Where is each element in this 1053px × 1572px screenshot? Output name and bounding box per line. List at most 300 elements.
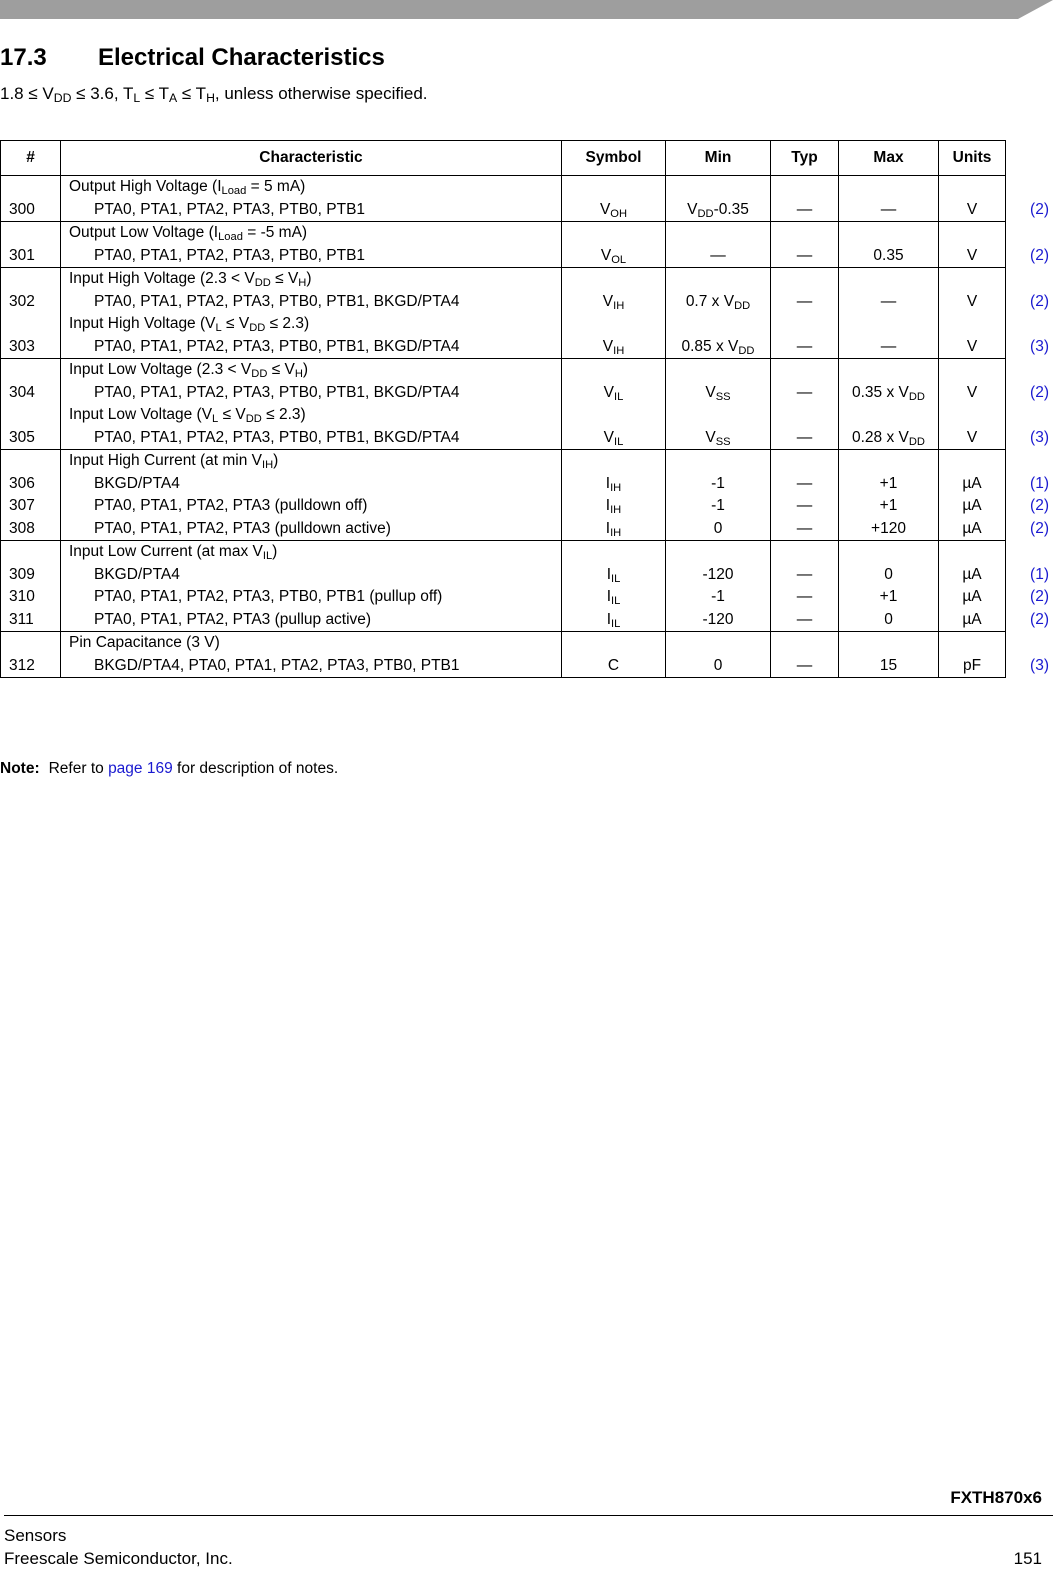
text-segment: —	[796, 497, 813, 514]
units-cell	[939, 222, 1006, 268]
text-segment: PTA0, PTA1, PTA2, PTA3 (pullup active)	[94, 610, 372, 628]
text-segment: 302	[9, 292, 35, 310]
row-number-cell	[1, 176, 61, 222]
text-segment: V	[966, 383, 978, 401]
text-segment: Input High Voltage (V	[69, 315, 216, 332]
footnote-link[interactable]: (3)	[1030, 428, 1049, 446]
subscript-text: IL	[611, 595, 621, 608]
text-segment: V	[600, 246, 612, 264]
min-value-line	[666, 518, 770, 541]
symbol-line	[562, 632, 665, 655]
units-line	[939, 609, 1005, 632]
max-value-line	[839, 359, 938, 382]
min-value-line	[666, 473, 770, 496]
subscript-text: DD	[908, 390, 925, 403]
row-number-line	[1, 609, 60, 632]
text-segment: BKGD/PTA4	[94, 565, 180, 583]
footer-category: Sensors	[4, 1526, 67, 1545]
symbol-line	[562, 586, 665, 609]
text-segment: +1	[879, 497, 898, 514]
text-segment: = 5 mA)	[246, 178, 306, 195]
max-value-line	[839, 495, 938, 518]
text-segment: —	[796, 292, 813, 310]
symbol-line	[562, 518, 665, 541]
typ-value-line	[771, 427, 838, 450]
characteristic-line	[61, 586, 561, 609]
units-line	[939, 245, 1005, 268]
symbol-cell	[562, 176, 666, 222]
footnote-link[interactable]: (1)	[1030, 474, 1049, 492]
characteristic-line	[61, 495, 561, 518]
text-segment: PTA0, PTA1, PTA2, PTA3, PTB0, PTB1 (pullup off)	[94, 588, 443, 605]
text-segment: —	[796, 337, 813, 355]
typ-value-line	[771, 336, 838, 359]
text-segment: ≤ 2.3)	[261, 406, 306, 423]
symbol-cell	[562, 632, 666, 678]
typ-value-line	[771, 245, 838, 268]
typ-value-line	[771, 473, 838, 496]
typ-value-cell	[771, 359, 839, 450]
text-segment: I	[606, 610, 611, 628]
typ-value-line	[771, 291, 838, 314]
symbol-line	[562, 382, 665, 405]
characteristic-line	[61, 336, 561, 359]
row-number-line	[1, 245, 60, 268]
symbol-line	[562, 564, 665, 587]
characteristic-line	[61, 632, 561, 655]
subscript-text: DD	[249, 322, 266, 335]
text-segment: V	[705, 428, 716, 446]
subscript-text: IL	[614, 390, 624, 403]
max-value-line	[839, 450, 938, 473]
text-segment: Output High Voltage (I	[69, 178, 222, 195]
typ-value-line	[771, 404, 838, 427]
text-segment: I	[605, 497, 611, 514]
symbol-line	[562, 222, 665, 245]
units-line	[939, 586, 1005, 609]
table-row	[1, 176, 1006, 222]
characteristic-line	[61, 382, 561, 405]
section-heading	[0, 44, 385, 72]
text-segment: )	[272, 543, 278, 560]
units-line	[939, 541, 1005, 564]
characteristic-cell	[61, 541, 562, 632]
footnote-link[interactable]: (2)	[1030, 497, 1049, 514]
subscript-text: OL	[611, 253, 627, 266]
units-cell	[939, 450, 1006, 541]
text-segment: = -5 mA)	[242, 224, 308, 241]
text-segment: +1	[879, 588, 898, 605]
row-number-cell	[1, 450, 61, 541]
footnote-link[interactable]: (3)	[1030, 656, 1049, 674]
text-segment: )	[306, 270, 312, 287]
characteristic-line	[61, 473, 561, 496]
min-value-line	[666, 450, 770, 473]
min-value-cell	[666, 632, 771, 678]
subscript-text: IL	[614, 435, 624, 448]
typ-value-line	[771, 268, 838, 291]
units-line	[939, 655, 1005, 678]
text-segment: —	[796, 610, 813, 628]
cond-text: ≤ T	[140, 84, 170, 103]
subscript-text: Load	[218, 231, 243, 244]
subscript-text: L	[215, 322, 222, 335]
characteristic-line	[61, 291, 561, 314]
text-segment: 0.35	[873, 246, 904, 264]
footer-product: FXTH870x6	[950, 1488, 1042, 1507]
text-segment: 0.28 x V	[852, 428, 909, 446]
max-value-cell	[839, 268, 939, 359]
footnote-link[interactable]: (1)	[1030, 565, 1049, 583]
row-number-line	[1, 632, 60, 655]
text-segment: pF	[962, 656, 982, 674]
characteristic-cell	[61, 450, 562, 541]
text-segment: +1	[879, 474, 898, 492]
max-value-line	[839, 222, 938, 245]
symbol-line	[562, 473, 665, 496]
text-segment: 308	[9, 519, 35, 537]
text-segment: BKGD/PTA4, PTA0, PTA1, PTA2, PTA3, PTB0, PTB1	[94, 656, 460, 674]
typ-value-line	[771, 359, 838, 382]
subscript-text: IH	[610, 526, 622, 539]
max-value-cell	[839, 632, 939, 678]
max-value-line	[839, 564, 938, 587]
text-segment: —	[880, 337, 897, 355]
characteristic-line	[61, 268, 561, 291]
row-number-cell	[1, 541, 61, 632]
max-value-line	[839, 586, 938, 609]
typ-value-cell	[771, 176, 839, 222]
subscript-text: DD	[908, 435, 925, 448]
min-value-cell	[666, 541, 771, 632]
cond-text: ≤ 3.6, T	[71, 84, 134, 103]
typ-value-line	[771, 564, 838, 587]
max-value-line	[839, 245, 938, 268]
header-cell: Max	[839, 141, 939, 176]
subscript-text: IH	[613, 299, 625, 312]
text-segment: PTA0, PTA1, PTA2, PTA3 (pulldown active)	[94, 519, 391, 537]
row-number-line	[1, 655, 60, 678]
text-segment: Input High Voltage (2.3 < V	[69, 270, 255, 287]
footnote-link[interactable]: (2)	[1030, 610, 1049, 628]
section-number: 17.3	[0, 44, 47, 71]
typ-value-line	[771, 655, 838, 678]
min-value-line	[666, 199, 770, 222]
footer-divider	[4, 1515, 1053, 1516]
min-value-line	[666, 176, 770, 199]
characteristic-line	[61, 564, 561, 587]
units-line	[939, 382, 1005, 405]
characteristic-line	[61, 655, 561, 678]
text-segment: ≤ V	[221, 315, 250, 332]
row-number-line	[1, 336, 60, 359]
text-segment: 312	[9, 656, 35, 674]
text-segment: 303	[9, 337, 35, 355]
subscript-text: H	[294, 368, 303, 381]
text-segment: V	[602, 337, 614, 355]
cond-sub: L	[133, 91, 141, 106]
table-row	[1, 450, 1006, 541]
characteristic-cell	[61, 359, 562, 450]
units-line	[939, 404, 1005, 427]
typ-value-line	[771, 176, 838, 199]
subscript-text: SS	[715, 390, 731, 403]
row-number-line	[1, 199, 60, 222]
typ-value-line	[771, 632, 838, 655]
units-cell	[939, 176, 1006, 222]
text-segment: V	[966, 200, 978, 218]
characteristic-line	[61, 541, 561, 564]
footnote-link[interactable]: (2)	[1030, 588, 1049, 605]
text-segment: V	[966, 292, 978, 310]
subscript-text: DD	[697, 207, 714, 220]
characteristic-cell	[61, 176, 562, 222]
max-value-line	[839, 313, 938, 336]
subscript-text: Load	[221, 185, 247, 198]
typ-value-line	[771, 199, 838, 222]
characteristic-cell	[61, 632, 562, 678]
text-segment: PTA0, PTA1, PTA2, PTA3, PTB0, PTB1, BKGD/PTA4	[94, 337, 460, 355]
header-cell: Units	[939, 141, 1006, 176]
text-segment: 307	[9, 497, 35, 514]
text-segment: —	[796, 200, 813, 218]
page-link[interactable]: page 169	[108, 760, 173, 777]
min-value-line	[666, 655, 770, 678]
units-line	[939, 495, 1005, 518]
min-value-line	[666, 382, 770, 405]
subscript-text: OH	[610, 207, 628, 220]
characteristic-line	[61, 450, 561, 473]
units-line	[939, 199, 1005, 222]
text-segment: I	[605, 474, 611, 492]
min-value-line	[666, 336, 770, 359]
cond-text: 1.8 ≤ V	[0, 84, 54, 103]
text-segment: PTA0, PTA1, PTA2, PTA3, PTB0, PTB1, BKGD/PTA4	[94, 428, 460, 446]
text-segment: 300	[9, 200, 35, 218]
header-cell: Symbol	[562, 141, 666, 176]
typ-value-cell	[771, 222, 839, 268]
header-cell: Min	[666, 141, 771, 176]
typ-value-line	[771, 495, 838, 518]
subscript-text: H	[298, 277, 307, 290]
table-row	[1, 222, 1006, 268]
text-segment: BKGD/PTA4	[94, 474, 180, 492]
text-segment: µA	[962, 565, 982, 583]
text-segment: )	[302, 361, 309, 378]
text-segment: 310	[9, 588, 35, 605]
row-number-cell	[1, 268, 61, 359]
max-value-line	[839, 404, 938, 427]
text-segment: —	[796, 428, 813, 446]
max-value-line	[839, 427, 938, 450]
text-segment: PTA0, PTA1, PTA2, PTA3, PTB0, PTB1, BKGD/PTA4	[94, 383, 460, 401]
note-text: Refer to	[48, 760, 109, 777]
text-segment: -120	[702, 565, 734, 583]
cond-sub: DD	[53, 91, 72, 106]
text-segment: 301	[9, 246, 35, 264]
text-segment: 305	[9, 428, 35, 446]
text-segment: V	[602, 292, 614, 310]
text-segment: 304	[9, 383, 35, 401]
units-line	[939, 176, 1005, 199]
typ-value-line	[771, 382, 838, 405]
symbol-line	[562, 268, 665, 291]
max-value-line	[839, 382, 938, 405]
row-number-line	[1, 313, 60, 336]
text-segment: -0.35	[713, 200, 749, 218]
row-number-line	[1, 382, 60, 405]
typ-value-line	[771, 518, 838, 541]
text-segment: ≤ V	[267, 361, 295, 378]
characteristic-line	[61, 313, 561, 336]
text-segment: —	[796, 246, 813, 264]
text-segment: 0	[884, 565, 893, 583]
subscript-text: DD	[738, 344, 755, 357]
units-cell	[939, 632, 1006, 678]
header-cell: Typ	[771, 141, 839, 176]
symbol-line	[562, 336, 665, 359]
row-number-line	[1, 359, 60, 382]
symbol-line	[562, 450, 665, 473]
table-row	[1, 268, 1006, 359]
text-segment: 0.7 x V	[685, 292, 735, 310]
table-header-row	[1, 141, 1006, 176]
symbol-cell	[562, 450, 666, 541]
text-segment: ≤ 2.3)	[265, 315, 310, 332]
text-segment: C	[607, 656, 620, 674]
min-value-line	[666, 495, 770, 518]
characteristic-cell	[61, 268, 562, 359]
subscript-text: IL	[611, 617, 621, 630]
subscript-text: IL	[262, 550, 273, 563]
typ-value-cell	[771, 268, 839, 359]
text-segment: I	[606, 565, 611, 583]
typ-value-line	[771, 586, 838, 609]
text-segment: -1	[711, 588, 725, 605]
text-segment: I	[605, 519, 611, 537]
text-segment: —	[796, 656, 813, 674]
footnote-link[interactable]: (2)	[1030, 246, 1049, 264]
symbol-line	[562, 199, 665, 222]
text-segment: —	[796, 565, 813, 583]
cond-text: , unless otherwise specified.	[214, 84, 428, 103]
characteristic-line	[61, 222, 561, 245]
units-cell	[939, 268, 1006, 359]
symbol-cell	[562, 222, 666, 268]
header-cell: Characteristic	[61, 141, 562, 176]
characteristic-line	[61, 609, 561, 632]
min-value-line	[666, 359, 770, 382]
units-line	[939, 313, 1005, 336]
units-line	[939, 564, 1005, 587]
max-value-line	[839, 176, 938, 199]
row-number-line	[1, 518, 60, 541]
symbol-line	[562, 495, 665, 518]
subscript-text: DD	[254, 277, 271, 290]
typ-value-line	[771, 609, 838, 632]
max-value-line	[839, 541, 938, 564]
top-header-bar	[0, 0, 1053, 19]
min-value-cell	[666, 176, 771, 222]
note-text: for description of notes.	[172, 760, 339, 777]
row-number-line	[1, 473, 60, 496]
min-value-line	[666, 245, 770, 268]
subscript-text: L	[212, 413, 219, 426]
min-value-line	[666, 541, 770, 564]
text-segment: —	[796, 383, 813, 401]
symbol-cell	[562, 268, 666, 359]
text-segment: Input High Current (at min V	[69, 452, 262, 469]
max-value-line	[839, 518, 938, 541]
footnote-link[interactable]: (2)	[1030, 383, 1049, 401]
row-number-line	[1, 176, 60, 199]
row-number-line	[1, 541, 60, 564]
subscript-text: IH	[610, 481, 622, 494]
subscript-text: IH	[610, 504, 622, 517]
footnote-link[interactable]: (2)	[1030, 519, 1049, 537]
footer-company: Freescale Semiconductor, Inc.	[4, 1549, 233, 1568]
text-segment: +120	[871, 519, 906, 537]
min-value-cell	[666, 359, 771, 450]
min-value-cell	[666, 450, 771, 541]
min-value-line	[666, 427, 770, 450]
max-value-line	[839, 632, 938, 655]
symbol-line	[562, 291, 665, 314]
footnote-link[interactable]: (2)	[1030, 200, 1049, 218]
max-value-line	[839, 473, 938, 496]
units-line	[939, 473, 1005, 496]
units-line	[939, 268, 1005, 291]
operating-conditions	[0, 84, 428, 104]
min-value-line	[666, 291, 770, 314]
text-segment: —	[710, 246, 726, 264]
symbol-line	[562, 359, 665, 382]
row-number-line	[1, 564, 60, 587]
subscript-text: DD	[734, 299, 751, 312]
characteristic-line	[61, 245, 561, 268]
text-segment: 0	[713, 519, 723, 537]
table-row	[1, 632, 1006, 678]
typ-value-line	[771, 222, 838, 245]
text-segment: —	[796, 519, 813, 537]
units-line	[939, 632, 1005, 655]
table-row	[1, 359, 1006, 450]
units-line	[939, 518, 1005, 541]
footnote-link[interactable]: (3)	[1030, 337, 1049, 355]
min-value-line	[666, 564, 770, 587]
subscript-text: DD	[245, 413, 262, 426]
symbol-cell	[562, 541, 666, 632]
min-value-line	[666, 268, 770, 291]
text-segment: Input Low Current (at max V	[69, 543, 263, 560]
text-segment: PTA0, PTA1, PTA2, PTA3, PTB0, PTB1	[94, 200, 366, 218]
text-segment: Input Low Voltage (V	[69, 406, 213, 423]
text-segment: Pin Capacitance (3 V)	[69, 634, 220, 651]
text-segment: µA	[962, 474, 982, 492]
typ-value-line	[771, 313, 838, 336]
row-number-line	[1, 404, 60, 427]
text-segment: V	[599, 200, 611, 218]
symbol-line	[562, 404, 665, 427]
symbol-line	[562, 176, 665, 199]
units-line	[939, 427, 1005, 450]
min-value-cell	[666, 268, 771, 359]
text-segment: 0	[884, 610, 893, 628]
footnote-link[interactable]: (2)	[1030, 292, 1049, 310]
cond-sub: H	[206, 91, 215, 106]
subscript-text: IH	[261, 459, 274, 472]
text-segment: 0.35 x V	[852, 383, 909, 401]
